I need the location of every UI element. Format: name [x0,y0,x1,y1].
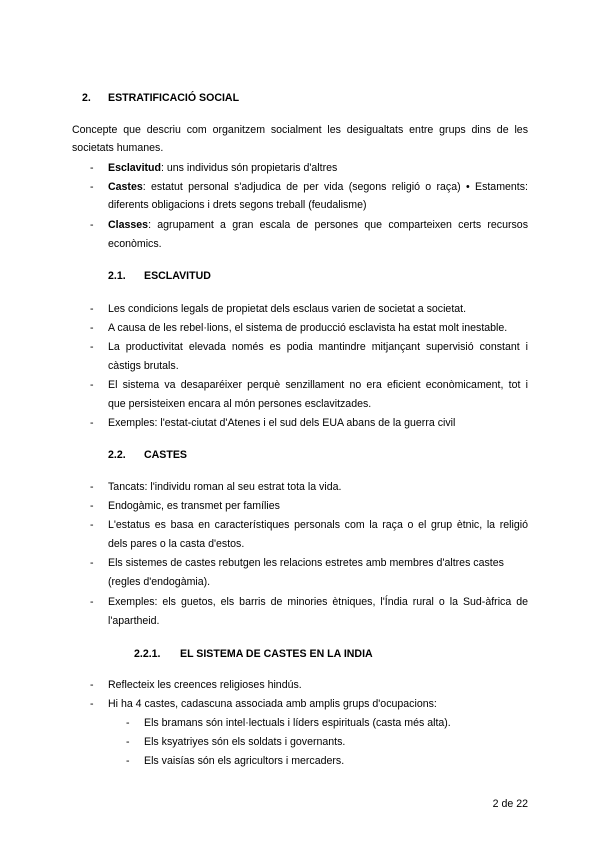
section-2-number: 2. [82,92,91,104]
sub-bullet-dash: - [126,736,130,748]
bullet-dash: - [90,698,94,710]
section-2-intro-line-2: societats humanes. [72,142,164,154]
bullet-dash: - [90,500,94,512]
list-item-castes [108,181,528,193]
term: Esclavitud [108,162,161,174]
list-item-continuation: diferents obligacions i drets segons treball (feudalisme) [108,199,367,211]
list-item: A causa de les rebel·lions, el sistema de producció esclavista ha estat molt inestable. [108,322,508,334]
list-item-continuation: l'apartheid. [108,615,160,627]
term: Castes [108,181,143,193]
bullet-dash: - [90,322,94,334]
section-2-title: ESTRATIFICACIÓ SOCIAL [108,92,240,104]
bullet-dash: - [90,679,94,691]
page-number: 2 de 22 [492,798,528,810]
list-item: Els sistemes de castes rebutgen les relacions estretes amb membres d'altres castes [108,557,504,569]
bullet-dash: - [90,481,94,493]
sub-list-item: Els bramans són intel·lectuals i líders espirituals (casta més alta). [144,717,451,729]
definition: : agrupament a gran escala de persones que comparteixen certs recursos [148,219,528,231]
bullet-dash: - [90,379,94,391]
list-item: Endogàmic, es transmet per famílies [108,500,280,512]
list-item-continuation: econòmics. [108,238,162,250]
list-item-continuation: (regles d'endogàmia). [108,576,211,588]
term: Classes [108,219,149,231]
sub-bullet-dash: - [126,717,130,729]
list-item-esclavitud [108,162,337,174]
list-item: Tancats: l'individu roman al seu estrat tota la vida. [108,481,342,493]
bullet-dash: - [90,162,94,174]
section-2-2-title: CASTES [144,449,187,461]
bullet-dash: - [90,341,94,353]
bullet-dash: - [90,596,94,608]
list-item: Hi ha 4 castes, cadascuna associada amb amplis grups d'ocupacions: [108,698,437,710]
sub-list-item: Els vaisías són els agricultors i mercaders. [144,755,345,767]
section-2-1-number: 2.1. [108,270,126,282]
section-2-2-1-number: 2.2.1. [134,648,161,660]
list-item: Reflecteix les creences religioses hindús. [108,679,302,691]
bullet-dash: - [90,219,94,231]
bullet-dash: - [90,303,94,315]
section-2-intro-line-1: Concepte que descriu com organitzem socialment les desigualtats entre grups dins de les [72,124,528,136]
definition: : uns individus són propietaris d'altres [161,162,338,174]
bullet-dash: - [90,557,94,569]
bullet-dash: - [90,519,94,531]
list-item-classes [108,219,528,231]
sub-list-item: Els ksyatriyes són els soldats i governants. [144,736,346,748]
section-2-2-number: 2.2. [108,449,126,461]
list-item: El sistema va desaparéixer perquè senzillament no era eficient econòmicament, tot i [108,379,528,391]
list-item-continuation: que persisteixen encara al món persones esclavitzades. [108,398,372,410]
sub-bullet-dash: - [126,755,130,767]
list-item-continuation: dels pares o la casta d'estos. [108,538,245,550]
bullet-dash: - [90,181,94,193]
section-2-2-1-title: EL SISTEMA DE CASTES EN LA INDIA [180,648,373,660]
bullet-dash: - [90,417,94,429]
list-item: L'estatus es basa en característiques personals com la raça o el grup ètnic, la religió [108,519,528,531]
list-item: La productivitat elevada només es podia mantindre mitjançant supervisió constant i [108,341,528,353]
list-item: Exemples: l'estat-ciutat d'Atenes i el sud dels EUA abans de la guerra civil [108,417,456,429]
list-item: Exemples: els guetos, els barris de minories ètniques, l'Índia rural o la Sud-àfrica de [108,596,528,608]
list-item: Les condicions legals de propietat dels esclaus varien de societat a societat. [108,303,467,315]
definition: : estatut personal s'adjudica de per vida (segons religió o raça) • Estaments: [142,181,528,193]
list-item-continuation: càstigs brutals. [108,360,179,372]
section-2-1-title: ESCLAVITUD [144,270,211,282]
